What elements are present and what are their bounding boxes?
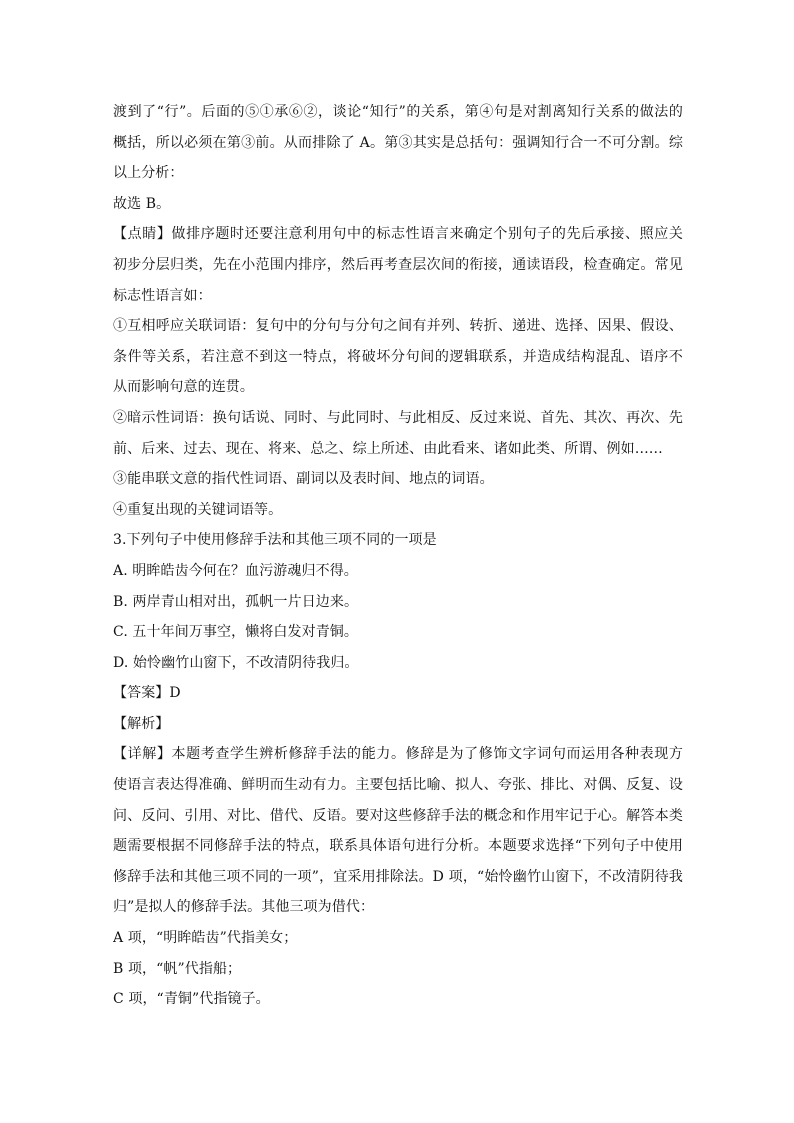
paragraph-line: 使语言表达得准确、鲜明而生动有力。主要包括比喻、拟人、夸张、排比、对偶、反复、设 [113, 777, 683, 794]
answer-choice-line: 故选 B。 [113, 195, 171, 212]
option-a: A. 明眸皓齿今何在？血污游魂归不得。 [113, 562, 358, 579]
explanation-line: C 项，“青铜”代指镜子。 [113, 991, 270, 1008]
paragraph-line: 从而影响句意的连贯。 [113, 379, 254, 396]
explanation-line: A 项，“明眸皓齿”代指美女； [113, 930, 298, 947]
paragraph-line: 归”是拟人的修辞手法。其他三项为借代： [113, 899, 375, 916]
paragraph-line: 标志性语言如： [113, 287, 212, 304]
analysis-heading: 【解析】 [113, 715, 170, 732]
tip-heading-line: 【点睛】做排序题时还要注意利用句中的标志性语言来确定个别句子的先后承接、照应关 [113, 226, 683, 243]
answer-line: 【答案】D [113, 685, 181, 702]
document-body [113, 97, 683, 1015]
paragraph-line: 初步分层归类，先在小范围内排序，然后再考查层次间的衔接，通读语段，检查确定。常见 [113, 256, 683, 273]
option-d: D. 始怜幽竹山窗下，不改清阴待我归。 [113, 654, 359, 671]
paragraph-line: 前、后来、过去、现在、将来、总之、综上所述、由此看来、诸如此类、所谓、例如…… [113, 440, 663, 457]
option-c: C. 五十年间万事空，懒将白发对青铜。 [113, 624, 359, 641]
paragraph-line: 以上分析： [113, 165, 184, 182]
paragraph-line: 概括，所以必须在第③前。从而排除了 A。第③其实是总括句：强调知行合一不可分割。综 [113, 134, 683, 151]
list-item-line: ①互相呼应关联词语：复句中的分句与分句之间有并列、转折、递进、选择、因果、假设、 [113, 318, 683, 335]
paragraph-line: 题需要根据不同修辞手法的特点，联系具体语句进行分析。本题要求选择“下列句子中使用 [113, 838, 683, 855]
list-item-line: ②暗示性词语：换句话说、同时、与此同时、与此相反、反过来说、首先、其次、再次、先 [113, 409, 683, 426]
question-title: 3.下列句子中使用修辞手法和其他三项不同的一项是 [113, 532, 437, 549]
paragraph-line: 渡到了“行”。后面的⑤①承⑥②，谈论“知行”的关系，第④句是对割离知行关系的做法的 [113, 104, 683, 120]
paragraph-line: 条件等关系，若注意不到这一特点，将破坏分句间的逻辑联系，并造成结构混乱、语序不 [113, 348, 683, 365]
paragraph-line: 问、反问、引用、对比、借代、反语。要对这些修辞手法的概念和作用牢记于心。解答本类 [113, 807, 683, 824]
option-b: B. 两岸青山相对出，孤帆一片日边来。 [113, 593, 359, 610]
list-item-line: ③能串联文意的指代性词语、副词以及表时间、地点的词语。 [113, 471, 494, 488]
paragraph-line: 修辞手法和其他三项不同的一项”，宜采用排除法。D 项，“始怜幽竹山窗下，不改清阴待我 [113, 868, 683, 885]
explanation-line: B 项，“帆”代指船； [113, 960, 242, 977]
list-item-line: ④重复出现的关键词语等。 [113, 501, 283, 518]
detail-heading-line: 【详解】本题考查学生辨析修辞手法的能力。修辞是为了修饰文字词句而运用各种表现方 [113, 746, 683, 763]
